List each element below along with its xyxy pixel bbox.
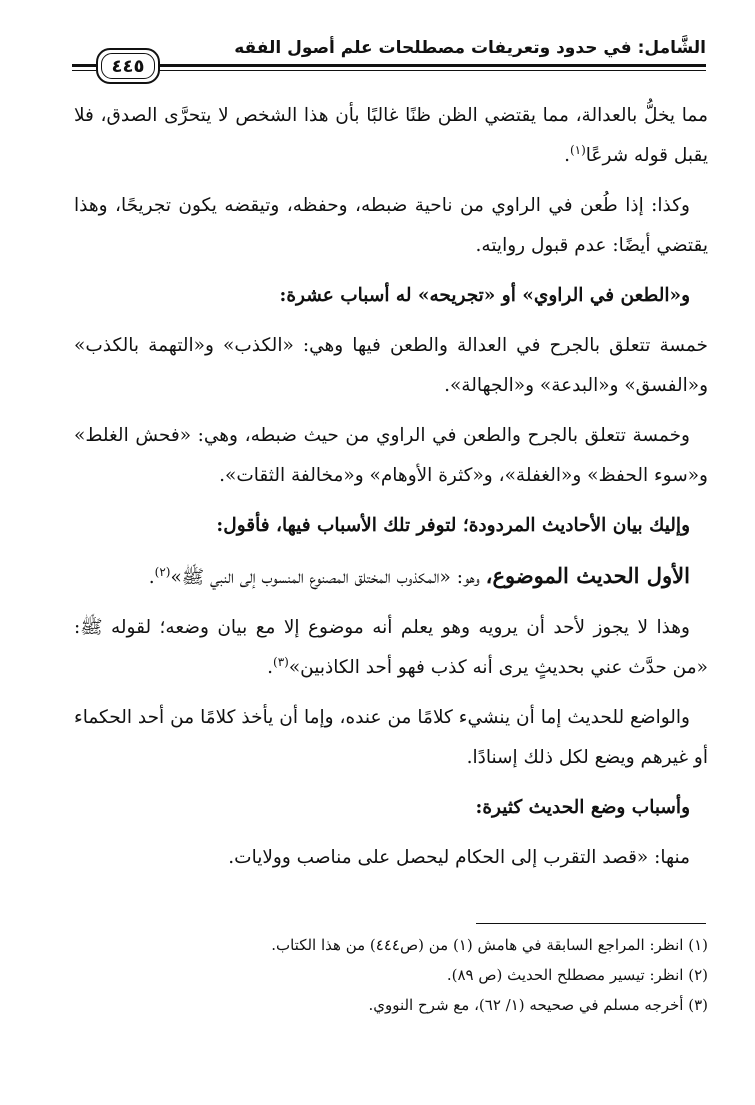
header-rule-thick <box>150 64 706 67</box>
paragraph-6-text: وهذا لا يجوز لأحد أن يرويه وهو يعلم أنه موضوع إلا مع بيان وضعه؛ لقوله ﷺ: «من حدَّث عني بحديثٍ يرى أنه كذب فهو أحد الكاذبين» <box>74 617 708 678</box>
footnote-ref-2[interactable]: (٢) <box>154 564 171 579</box>
paragraph-1 <box>74 96 708 176</box>
page-header <box>72 30 706 82</box>
paragraph-5 <box>74 556 708 598</box>
paragraph-5-text: وهو: «المكذوب المختلق المصنوع المنسوب إلى النبي ﷺ» <box>170 567 486 588</box>
paragraph-2: وكذا: إذا طُعن في الراوي من ناحية ضبطه، وحفظه، وتيقضه يكون تجريحًا، وهذا يقتضي أيضًا: عدم قبول روايته. <box>74 195 708 256</box>
page-body <box>74 96 708 888</box>
header-rule-left-thin <box>72 70 96 71</box>
paragraph-3: خمسة تتعلق بالجرح في العدالة والطعن فيها وهي: «الكذب» و«التهمة بالكذب» و«الفسق» و«البدعة» و«الجهالة». <box>74 335 708 396</box>
footnote-separator <box>476 923 706 924</box>
paragraph-1-tail: . <box>564 145 570 166</box>
footnote-ref-3[interactable]: (٣) <box>273 654 289 669</box>
footnote-1: (١) انظر: المراجع السابقة في هامش (١) من (ص٤٤٤) من هذا الكتاب. <box>271 936 708 954</box>
page-number: ٤٤٥ <box>111 55 145 77</box>
paragraph-5-lead: الأول الحديث الموضوع، <box>485 563 690 588</box>
paragraph-8: منها: «قصد التقرب إلى الحكام ليحصل على مناصب وولايات. <box>228 847 690 868</box>
section-heading-1: و«الطعن في الراوي» أو «تجريحه» له أسباب عشرة: <box>279 285 690 306</box>
section-heading-2: وإليك بيان الأحاديث المردودة؛ لتوفر تلك الأسباب فيها، فأقول: <box>216 515 690 536</box>
paragraph-6 <box>74 608 708 688</box>
footnote-3: (٣) أخرجه مسلم في صحيحه (١/ ٦٢)، مع شرح النووي. <box>368 996 708 1014</box>
footnote-ref-1[interactable]: (١) <box>569 142 586 157</box>
running-title: الشَّامل: في حدود وتعريفات مصطلحات علم أصول الفقه <box>234 38 706 58</box>
section-heading-3: وأسباب وضع الحديث كثيرة: <box>475 797 690 818</box>
header-rule-thin <box>150 70 706 71</box>
page-number-frame <box>96 48 160 84</box>
paragraph-5-tail: . <box>148 567 155 588</box>
header-rule-left-thick <box>72 64 96 67</box>
footnote-2: (٢) انظر: تيسير مصطلح الحديث (ص ٨٩). <box>446 966 708 984</box>
paragraph-7: والواضع للحديث إما أن ينشيء كلامًا من عنده، وإما أن يأخذ كلامًا من أحد الحكماء أو غيرهم ويضع لكل ذلك إسنادًا. <box>74 707 708 768</box>
footnotes <box>74 930 708 1020</box>
paragraph-4: وخمسة تتعلق بالجرح والطعن في الراوي من حيث ضبطه، وهي: «فحش الغلط» و«سوء الحفظ» و«الغفلة»، و«كثرة الأوهام» و«مخالفة الثقات». <box>74 425 708 486</box>
paragraph-1-text: مما يخلُّ بالعدالة، مما يقتضي الظن ظنًا غالبًا بأن هذا الشخص لا يتحرَّى الصدق، فلا يقبل قوله شرعًا <box>74 105 708 166</box>
paragraph-6-tail: . <box>267 657 274 678</box>
